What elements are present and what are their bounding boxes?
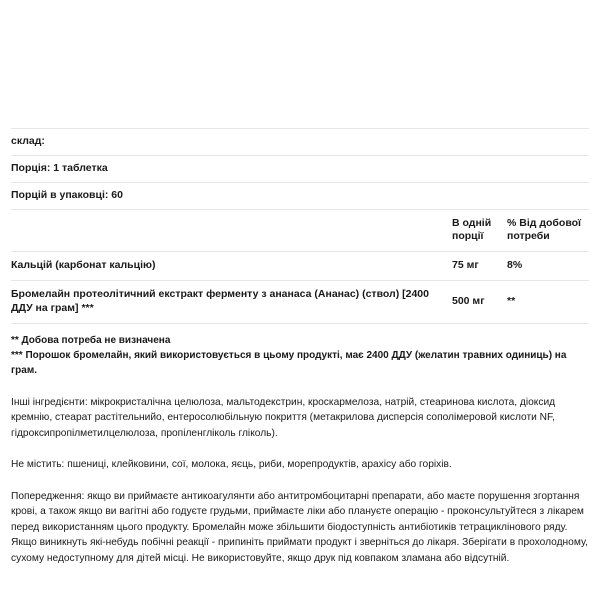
table-row-composition	[11, 129, 589, 156]
table-row-servings-per-container	[11, 182, 589, 209]
servings-per-container-label: Порцій в упаковці: 60	[11, 182, 589, 209]
supplement-facts-table	[11, 128, 589, 324]
table-row	[11, 281, 589, 324]
footnote-daily-value-not-established: ** Добова потреба не визначена	[11, 334, 171, 346]
composition-label: склад:	[11, 129, 589, 156]
table-row	[11, 252, 589, 281]
column-header-amount-per-serving: В одній порції	[452, 209, 507, 252]
column-header-percent-daily-value: % Від добової потреби	[507, 209, 589, 252]
ingredient-daily-value-bromelain: **	[507, 281, 589, 324]
ingredient-daily-value-calcium: 8%	[507, 252, 589, 281]
top-spacer	[11, 0, 589, 128]
ingredient-amount-bromelain: 500 мг	[452, 281, 507, 324]
serving-size-label: Порція: 1 таблетка	[11, 155, 589, 182]
footnote-bromelain-gdu: *** Порошок бромелайн, який використовується в цьому продукті, має 2400 ДДУ (желатин травних одиниць) на грам.	[11, 349, 567, 376]
warning-paragraph: Попередження: якщо ви приймаєте антикоагулянти або антитромбоцитарні препарати, або маєте порушення згортання крові, а також якщо ви вагітні або годуєте грудьми, приймаєте ліки або плануєте операцію - проконсультуйтеся з лікарем перед використанням цього продукту. Бромелайн може збільшити біодоступність антибіотиків тетрациклінового ряду. Якщо виникнуть які-небудь побічні реакції - припиніть приймати продукт і зверніться до лікаря. Зберігати в прохолодному, сухому недоступному для дітей місці. Не використовуйте, якщо друк під ковпаком зламана або відсутній.	[11, 490, 588, 564]
footnotes-block	[11, 333, 589, 378]
ingredient-name-bromelain: Бромелайн протеолітичний екстракт ферменту з ананаса (Ананас) (ствол) [2400 ДДУ на грам] ***	[11, 281, 452, 324]
table-header-row	[11, 209, 589, 252]
table-row-serving-size	[11, 155, 589, 182]
other-ingredients-paragraph: Інші інгредієнти: мікрокристалічна целюлоза, мальтодекстрин, кроскармелоза, натрій, стеаринова кислота, діоксид кремнію, стеарат растітельнийо, ентеросолюбільную покриття (метакрилова дисперсія сополімеровой кислоти NF, гідроксипропілметилцелюлоза, пропіленгліколь гліколь).	[11, 396, 556, 439]
ingredient-name-calcium: Кальцій (карбонат кальцію)	[11, 252, 452, 281]
ingredient-amount-calcium: 75 мг	[452, 252, 507, 281]
allergen-free-paragraph: Не містить: пшениці, клейковини, сої, молока, яєць, риби, морепродуктів, арахісу або горіхів.	[11, 459, 452, 471]
column-header-name	[11, 209, 452, 252]
